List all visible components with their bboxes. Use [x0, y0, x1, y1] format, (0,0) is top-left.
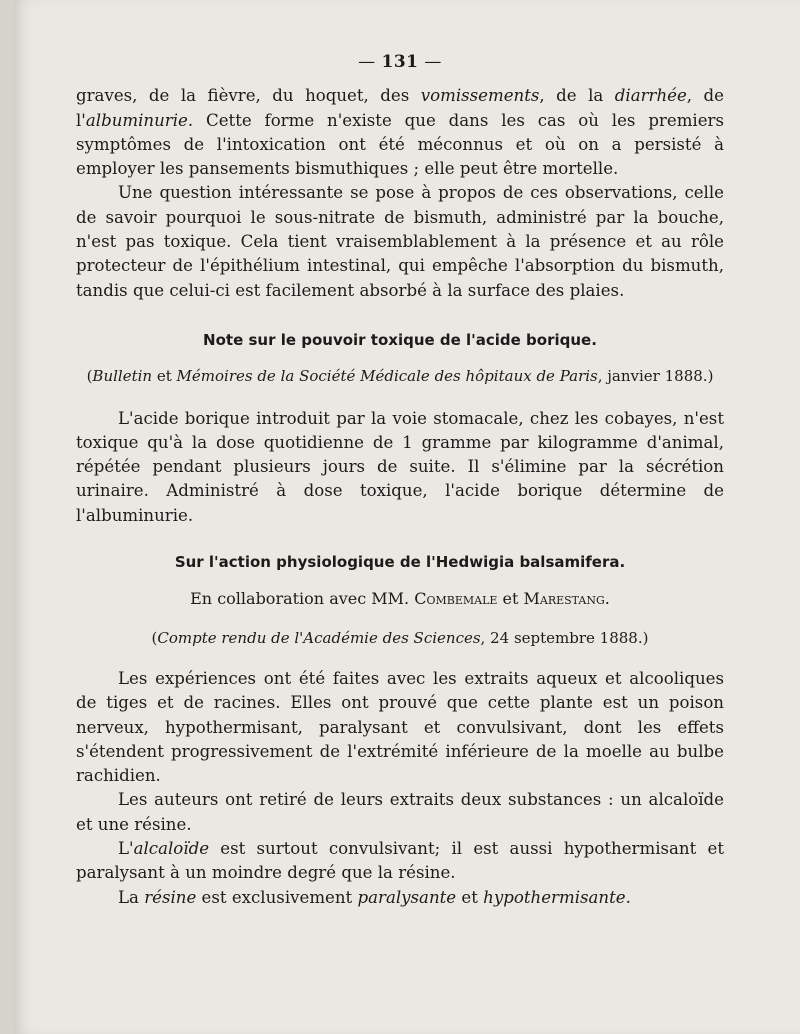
section-heading-acide-borique: Note sur le pouvoir toxique de l'acide borique. [203, 330, 597, 349]
paragraph-substances: Les auteurs ont retiré de leurs extraits deux substances : un alcaloïde et une résine. [76, 790, 724, 834]
paragraph-alcaloide: L'alcaloïde est surtout convulsivant; il est aussi hypothermisant et paralysant à un moindre degré que la résine. [76, 839, 724, 883]
paragraph-continuation: graves, de la fièvre, du hoquet, des vomissements, de la diarrhée, de l'albuminurie. Cette forme n'existe que dans les cas où les premiers symptômes de l'intoxication ont été méconnus et où on a persisté à employer les pansements bismuthiques ; elle peut être mortelle. [76, 86, 724, 179]
paragraph-bismuth-question: Une question intéressante se pose à propos de ces observations, celle de savoir pourquoi le sous-nitrate de bismuth, administré par la bouche, n'est pas toxique. Cela tient vraisemblablement à la présence et au rôle protecteur de l'épithélium intestinal, qui empêche l'absorption du bismuth, tandis que celui-ci est facilement absorbé à la surface des plaies. [76, 183, 724, 300]
page-content [76, 50, 724, 910]
paragraph-experiences: Les expériences ont été faites avec les extraits aqueux et alcooliques de tiges et de racines. Elles ont prouvé que cette plante est un poison nerveux, hypothermisant, paralysant et convulsivant, dont les effets s'étendent progressivement de l'extrémité inférieure de la moelle au bulbe rachidien. [76, 668, 724, 786]
paragraph-acide-borique: L'acide borique introduit par la voie stomacale, chez les cobayes, n'est toxique qu'à la dose quotidienne de 1 gramme par kilogramme d'animal, répétée pendant plusieurs jours de suite. Il s'élimine par la sécrétion urinaire. Administré à dose toxique, l'acide borique détermine de l'albuminurie. [76, 408, 724, 525]
page-number-value: 131 [381, 52, 419, 72]
section-heading-hedwigia: Sur l'action physiologique de l'Hedwigia balsamifera. [174, 553, 626, 572]
section-source-hedwigia: (Compte rendu de l'Académie des Sciences, 24 septembre 1888.) [151, 628, 649, 647]
collaboration-line: En collaboration avec MM. Combemale et Marestang. [190, 589, 610, 609]
paragraph-resine: La résine est exclusivement paralysante et hypothermisante. [118, 887, 631, 907]
section-source-acide-borique: (Bulletin et Mémoires de la Société Médicale des hôpitaux de Paris, janvier 1888.) [86, 367, 714, 386]
page-number: — 131 — [358, 52, 442, 72]
document-page [14, 0, 800, 1034]
